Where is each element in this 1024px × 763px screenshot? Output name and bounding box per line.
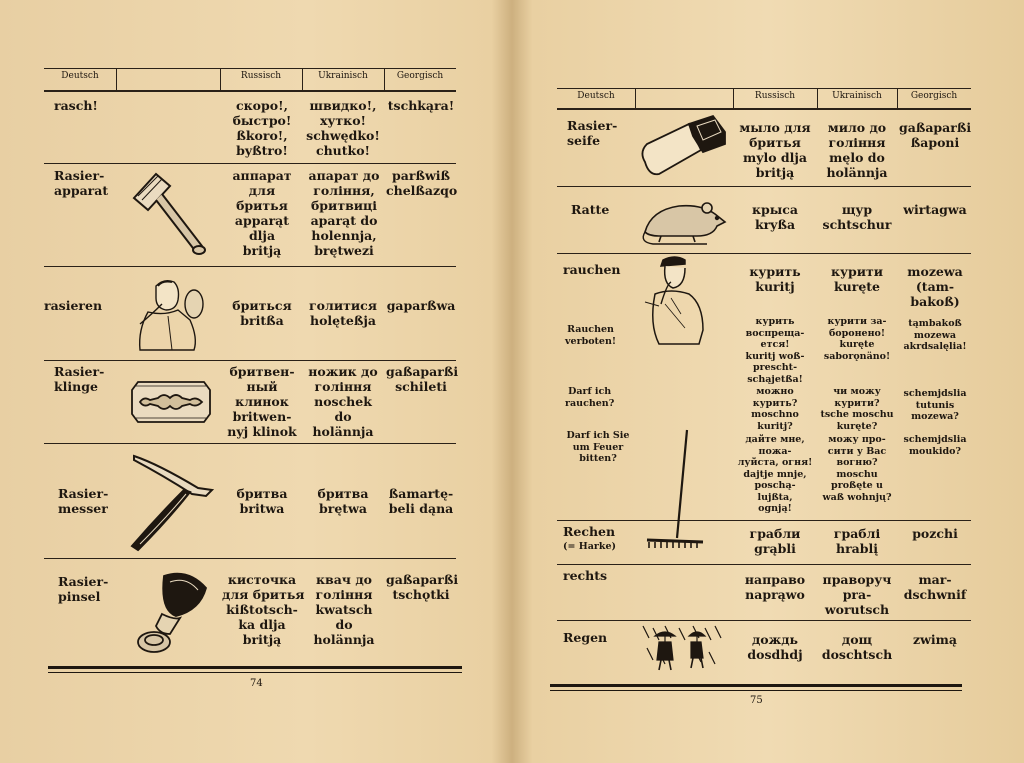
r-row-1-ru: крыса kryßa [751, 202, 798, 232]
rake-icon [643, 428, 705, 552]
r-row-1-de: Ratte [571, 202, 610, 217]
right-footer-rule [550, 684, 962, 687]
row-4-uk: бритва brętwa [317, 486, 369, 516]
r-row-0-ka: gaßaparßi ßaponi [899, 120, 972, 150]
r-row-1-ka: wirtagwa [903, 202, 967, 217]
row-5-ru: кисточка для бритья kißtotsch- ka dlja britją [222, 572, 305, 647]
r-row-3-de: Rauchen verboten! [565, 324, 617, 347]
r-row-0-uk: мило до гоління męlo do holännja [826, 120, 888, 180]
row-3-de: Rasier- klinge [54, 364, 105, 394]
r-row-6-uk: граблі hrablį [833, 526, 881, 556]
r-row-6-ru: грабли grąbli [749, 526, 801, 556]
r-row-6-de: Rechen (= Harke) [563, 524, 617, 552]
razor-blade-icon [128, 378, 214, 426]
r-row-7-de: rechts [563, 568, 608, 583]
r-row-8-ka: zwimą [913, 632, 957, 647]
r-row-4-uk: чи можу курити? tsche moschu kuręte? [820, 386, 894, 432]
r-row-5-ka: schemjdslia moukido? [903, 434, 967, 457]
r-row-3-ka: tąmbakoß mozewa akrdsalęlia! [903, 318, 967, 352]
r-row-7-ka: mar- dschwnif [903, 572, 967, 602]
shaving-brush-icon [130, 568, 214, 658]
right-page-number: 75 [750, 695, 763, 706]
r-row-7-uk: праворуч pra- worutsch [822, 572, 892, 617]
r-row-3-ru: курить воспреща- ется! kuritj woß- prescht- schąjetßa! [745, 316, 805, 385]
r-row-8-uk: дощ doschtsch [821, 632, 893, 662]
row-0-ka: tschkąra! [387, 98, 455, 113]
row-2-ka: gaparßwa [386, 298, 456, 313]
r-row-2-ru: курить kuritj [749, 264, 801, 294]
r-row-7-ru: направо naprąwo [744, 572, 806, 602]
header-georgisch: Georgisch [910, 91, 958, 101]
row-3-ka: gaßaparßi schileti [386, 364, 459, 394]
row-1-ru: аппарат для бритья apparąt dlja britją [232, 168, 292, 258]
row-2-uk: голитися holęteßja [309, 298, 377, 328]
header-deutsch: Deutsch [61, 71, 99, 81]
r-row-0-ru: мыло для бритья mylo dlja britją [739, 120, 811, 180]
row-3-ru: бритвен- ный клинок britwen- nyj klinok [227, 364, 297, 439]
row-0-de: rasch! [54, 98, 98, 113]
row-1-uk: апарат до гоління, бритвиці aparąt do holennja, brętwezi [308, 168, 380, 258]
left-vocab-table [44, 68, 459, 678]
row-5-uk: квач до гоління kwatsch do holännja [313, 572, 375, 647]
r-row-0-de: Rasier- seife [567, 118, 618, 148]
r-row-4-ru: можно курить? moschno kuritj? [751, 386, 799, 432]
left-footer-rule [48, 666, 462, 669]
r-row-4-ka: schemjdslia tutunis mozewa? [903, 388, 967, 422]
r-row-2-uk: курити kuręte [830, 264, 884, 294]
row-4-ka: ßamartę- beli dąna [388, 486, 454, 516]
r-row-8-ru: дождь dosdhdj [747, 632, 803, 662]
r-row-5-uk: можу про- сити у Вас вогню? moschu proßęte u waß wohnjų? [822, 434, 892, 503]
safety-razor-icon [126, 170, 212, 260]
rat-icon [637, 192, 729, 248]
row-2-ru: бриться britßa [232, 298, 292, 328]
row-1-ka: parßwiß chelßazqo [386, 168, 458, 198]
left-page [0, 0, 505, 763]
rain-people-icon [639, 624, 723, 672]
row-5-de: Rasier- pinsel [58, 574, 109, 604]
row-0-ru: скоро!, быстро! ßkoro!, byßtro! [232, 98, 292, 158]
header-deutsch: Deutsch [577, 91, 615, 101]
left-page-number: 74 [250, 678, 263, 689]
r-row-4-de: Darf ich rauchen? [565, 386, 615, 409]
row-5-ka: gaßaparßi tschǫtki [386, 572, 459, 602]
r-row-3-uk: курити за- боронено! kuręte saborǫnäno! [823, 316, 891, 362]
row-4-ru: бритва britwa [236, 486, 288, 516]
man-shaving-icon [128, 276, 212, 352]
r-row-6-ka: pozchi [912, 526, 958, 541]
r-row-5-ru: дайте мне, пожа- луйста, огня! dajtje mnje, poschą- lujßta, ognją! [737, 434, 813, 514]
header-georgisch: Georgisch [396, 71, 444, 81]
right-page [512, 0, 1024, 763]
row-2-de: rasieren [44, 298, 103, 313]
row-0-uk: швидко!, хутко! schwędko! chutko! [306, 98, 380, 158]
r-row-2-ka: mozewa (tam- bakoß) [907, 264, 963, 309]
smoking-man-icon [641, 254, 721, 346]
r-row-2-de: rauchen [563, 262, 621, 277]
straight-razor-icon [128, 450, 218, 554]
header-ukrainisch: Ukrainisch [832, 91, 882, 101]
header-ukrainisch: Ukrainisch [318, 71, 368, 81]
r-row-5-de: Darf ich Sie um Feuer bitten? [566, 430, 630, 464]
header-russisch: Russisch [754, 91, 796, 101]
r-row-8-de: Regen [563, 630, 608, 645]
right-vocab-table [557, 88, 971, 688]
row-3-uk: ножик до гоління noschek do holännja [308, 364, 378, 439]
soap-icon [637, 114, 729, 182]
r-row-1-uk: щур schtschur [822, 202, 892, 232]
row-1-de: Rasier- apparat [54, 168, 109, 198]
row-4-de: Rasier- messer [58, 486, 109, 516]
header-russisch: Russisch [240, 71, 282, 81]
